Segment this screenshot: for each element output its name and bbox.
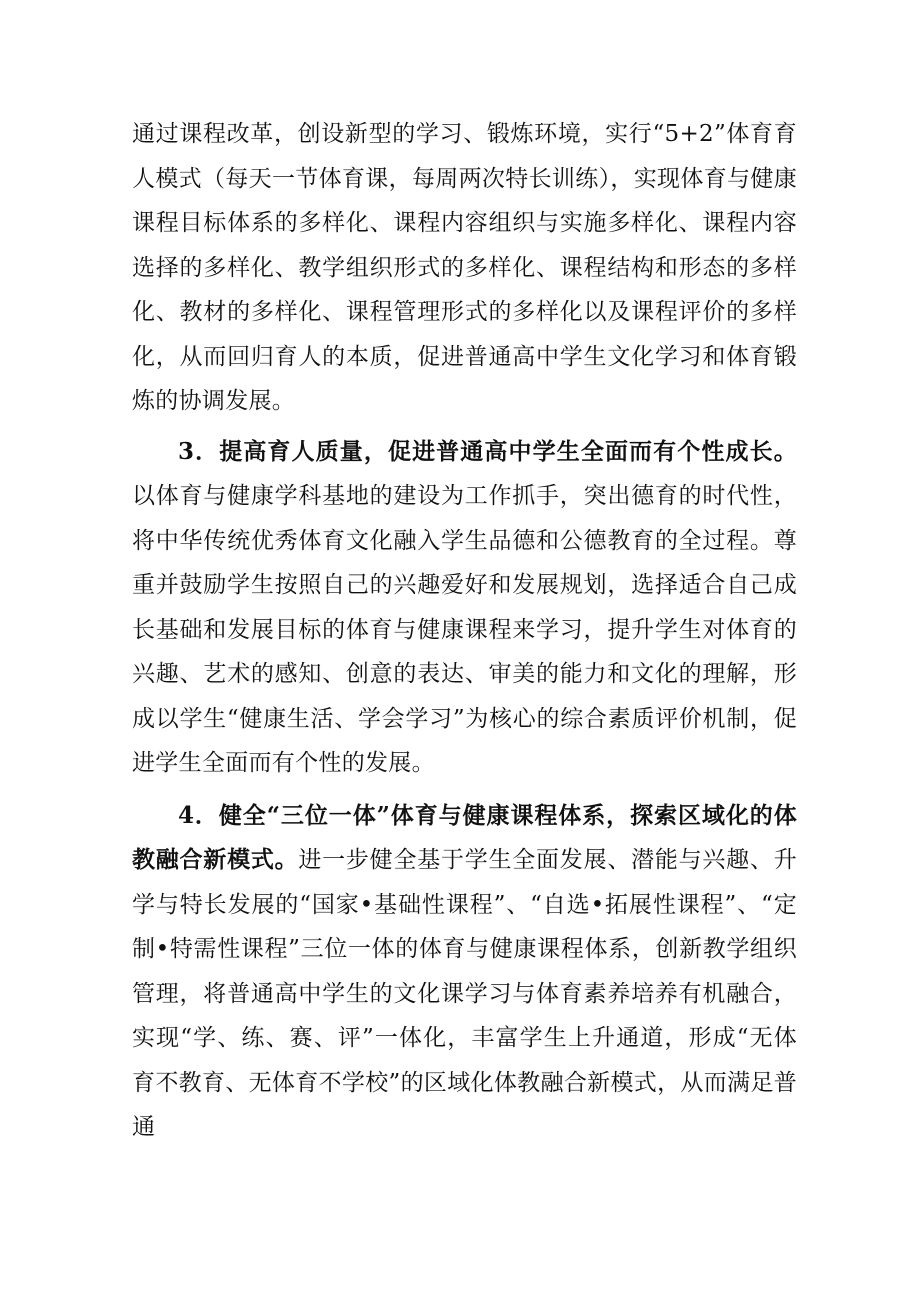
paragraph-2	[132, 430, 797, 786]
paragraph-1-text: 通过课程改革，创设新型的学习、锻炼环境，实行“5+2”体育育人模式（每天一节体育课，每周两次特长训练），实现体育与健康课程目标体系的多样化、课程内容组织与实施多样化、课程内容选择的多样化、教学组织形式的多样化、课程结构和形态的多样化、教材的多样化、课程管理形式的多样化以及课程评价的多样化，从而回归育人的本质，促进普通高中学生文化学习和体育锻炼的协调发展。	[132, 121, 797, 414]
document-body	[132, 112, 797, 1150]
paragraph-2-text: 以体育与健康学科基地的建设为工作抓手，突出德育的时代性，将中华传统优秀体育文化融入学生品德和公德教育的全过程。尊重并鼓励学生按照自己的兴趣爱好和发展规划，选择适合自己成长基础和发展目标的体育与健康课程来学习，提升学生对体育的兴趣、艺术的感知、创意的表达、审美的能力和文化的理解，形成以学生“健康生活、学会学习”为核心的综合素质评价机制，促进学生全面而有个性的发展。	[132, 483, 797, 776]
paragraph-3	[132, 794, 797, 1150]
paragraph-3-text: 进一步健全基于学生全面发展、潜能与兴趣、升学与特长发展的“国家•基础性课程”、“自选•拓展性课程”、“定制•特需性课程”三位一体的体育与健康课程体系，创新教学组织管理，将普通高中学生的文化课学习与体育素养培养有机融合，实现“学、练、赛、评”一体化，丰富学生上升通道，形成“无体育不教育、无体育不学校”的区域化体教融合新模式，从而满足普通	[132, 847, 797, 1140]
paragraph-3-heading: 4．健全“三位一体”体育与健康课程体系，探索区域化的体教融合新模式。	[132, 801, 797, 873]
paragraph-1	[132, 112, 797, 424]
paragraph-2-heading: 3．提高育人质量，促进普通高中学生全面而有个性成长。	[178, 437, 797, 465]
